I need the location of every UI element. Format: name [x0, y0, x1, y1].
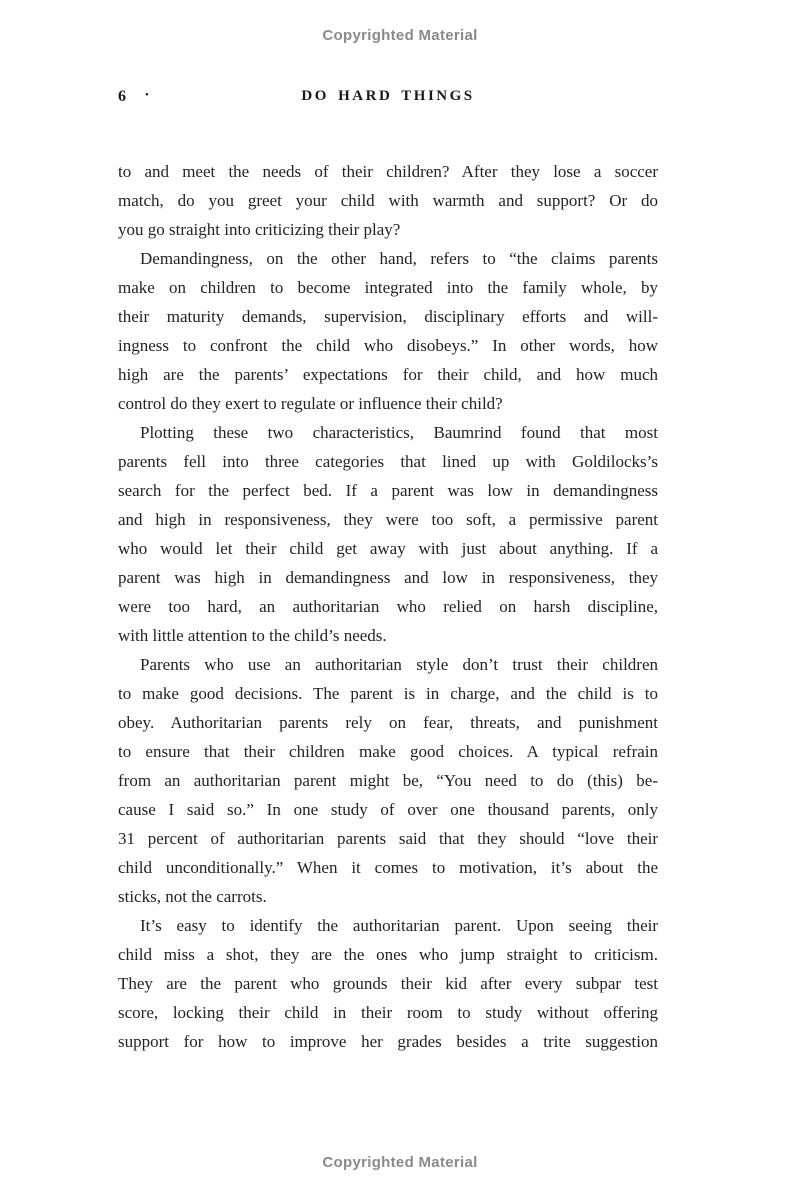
text-line: and high in responsiveness, they were too soft, a permissive parent [118, 510, 658, 529]
text-line: child unconditionally.” When it comes to motivation, it’s about the [118, 858, 658, 877]
paragraph [118, 157, 658, 244]
text-line: parents fell into three categories that lined up with Goldilocks’s [118, 452, 658, 471]
copyright-notice-top: Copyrighted Material [322, 27, 478, 44]
running-header [118, 88, 658, 110]
paragraph [118, 418, 658, 650]
text-line: cause I said so.” In one study of over one thousand parents, only [118, 800, 658, 819]
text-line: their maturity demands, supervision, disciplinary efforts and will- [118, 307, 658, 326]
text-line: to and meet the needs of their children? After they lose a soccer [118, 162, 658, 181]
text-line: from an authoritarian parent might be, “You need to do (this) be- [118, 771, 658, 790]
body-text [118, 157, 658, 1056]
text-line: to ensure that their children make good choices. A typical refrain [118, 742, 658, 761]
text-line: child miss a shot, they are the ones who jump straight to criticism. [118, 945, 658, 964]
book-title: DO HARD THINGS [301, 88, 475, 104]
text-line: score, locking their child in their room to study without offering [118, 1003, 658, 1022]
text-line: who would let their child get away with just about anything. If a [118, 539, 658, 558]
text-line: It’s easy to identify the authoritarian parent. Upon seeing their [140, 916, 658, 935]
copyright-notice-bottom: Copyrighted Material [322, 1154, 478, 1171]
text-line: were too hard, an authoritarian who relied on harsh discipline, [118, 597, 658, 616]
paragraph [118, 650, 658, 911]
page-number: 6 [118, 88, 126, 105]
text-line: Demandingness, on the other hand, refers to “the claims parents [140, 249, 658, 268]
text-line: They are the parent who grounds their kid after every subpar test [118, 974, 658, 993]
text-line: control do they exert to regulate or influence their child? [118, 394, 503, 413]
text-line: obey. Authoritarian parents rely on fear, threats, and punishment [118, 713, 658, 732]
text-line: Parents who use an authoritarian style don’t trust their children [140, 655, 658, 674]
text-line: Plotting these two characteristics, Baumrind found that most [140, 423, 658, 442]
text-line: to make good decisions. The parent is in charge, and the child is to [118, 684, 658, 703]
paragraph [118, 244, 658, 418]
bullet-separator: • [145, 89, 149, 101]
text-line: support for how to improve her grades besides a trite suggestion [118, 1032, 658, 1051]
text-line: ingness to confront the child who disobeys.” In other words, how [118, 336, 658, 355]
paragraph [118, 911, 658, 1056]
text-line: 31 percent of authoritarian parents said that they should “love their [118, 829, 658, 848]
text-line: make on children to become integrated into the family whole, by [118, 278, 658, 297]
text-line: search for the perfect bed. If a parent was low in demandingness [118, 481, 658, 500]
text-line: match, do you greet your child with warmth and support? Or do [118, 191, 658, 210]
text-line: sticks, not the carrots. [118, 887, 267, 906]
text-line: with little attention to the child’s needs. [118, 626, 387, 645]
text-line: parent was high in demandingness and low in responsiveness, they [118, 568, 658, 587]
text-line: you go straight into criticizing their play? [118, 220, 401, 239]
text-line: high are the parents’ expectations for their child, and how much [118, 365, 658, 384]
